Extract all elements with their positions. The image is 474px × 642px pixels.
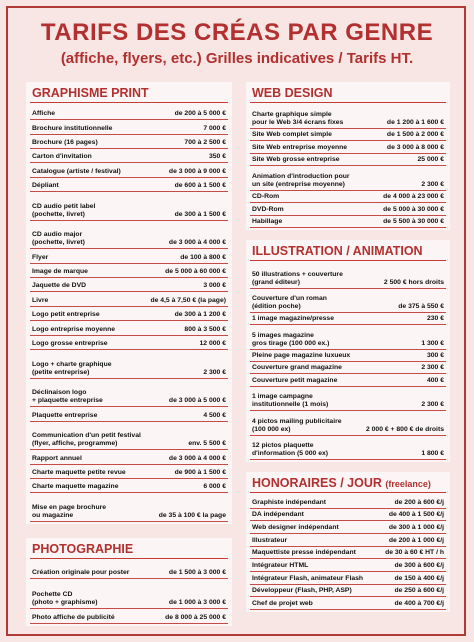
honoraires-title-main: HONORAIRES / JOUR xyxy=(252,476,382,490)
price-row-label: Dépliant xyxy=(32,182,59,190)
price-row xyxy=(246,216,450,228)
row-underline xyxy=(30,623,228,624)
price-row xyxy=(26,135,232,149)
price-row-label: Couverture d'un roman (édition poche) xyxy=(252,295,327,310)
price-row-value: de 5 000 à 30 000 € xyxy=(383,205,444,213)
price-row xyxy=(246,154,450,166)
price-row-value: 700 à 2 500 € xyxy=(184,139,226,147)
price-row-label: CD audio major (pochette, livret) xyxy=(32,231,85,247)
price-row-value: 300 € xyxy=(426,352,444,359)
photographie-title: PHOTOGRAPHIE xyxy=(32,542,134,556)
price-row xyxy=(26,564,232,579)
price-row-value: de 300 à 600 €/j xyxy=(394,561,444,569)
price-row xyxy=(26,336,232,350)
price-row xyxy=(26,264,232,278)
price-row-value: de 1 500 à 3 000 € xyxy=(168,569,226,576)
price-row xyxy=(26,450,232,464)
price-row xyxy=(26,178,232,192)
price-row xyxy=(26,163,232,177)
price-row-label: Site Web grosse entreprise xyxy=(252,155,340,163)
price-row-value: de 5 000 à 60 000 € xyxy=(165,268,226,276)
price-row-label: Chef de projet web xyxy=(252,599,313,607)
price-row-label: Création originale pour poster xyxy=(32,569,130,576)
price-row-value: de 5 500 à 30 000 € xyxy=(383,217,444,225)
price-row xyxy=(26,579,232,609)
price-row-label: Site Web entreprise moyenne xyxy=(252,143,348,151)
price-row xyxy=(26,278,232,292)
price-row-value: env. 5 500 € xyxy=(188,440,226,448)
price-row-label: Couverture petit magazine xyxy=(252,376,338,384)
price-row xyxy=(246,387,450,412)
price-row-value: de 3 000 à 8 000 € xyxy=(386,143,444,151)
price-row-label: Mise en page brochure ou magazine xyxy=(32,503,107,519)
price-row xyxy=(246,521,450,534)
photographie-panel xyxy=(26,538,232,626)
illustration-title: ILLUSTRATION / ANIMATION xyxy=(252,244,423,258)
price-row xyxy=(246,534,450,547)
price-row xyxy=(246,585,450,598)
price-row-label: 5 images magazine gros tirage (100 000 ex.) xyxy=(252,331,330,347)
honoraires-title-sub: (freelance) xyxy=(385,479,431,489)
price-row xyxy=(246,166,450,191)
price-row-label: Intégrateur HTML xyxy=(252,561,309,569)
price-row-value: 12 000 € xyxy=(199,339,226,347)
price-row xyxy=(26,321,232,335)
price-row-value: de 30 à 60 € HT / h xyxy=(385,549,444,557)
price-row-label: Web designer indépendant xyxy=(252,523,339,531)
page-subtitle: (affiche, flyers, etc.) Grilles indicatives / Tarifs HT. xyxy=(60,50,414,67)
price-row-value: 3 000 € xyxy=(203,282,226,290)
price-row-label: Couverture grand magazine xyxy=(252,364,342,372)
price-row-value: 350 € xyxy=(208,153,226,161)
price-row-value: de 35 à 100 € la page xyxy=(158,511,226,519)
price-row-value: de 1 200 à 1 600 € xyxy=(386,118,444,126)
price-row xyxy=(246,436,450,461)
price-row-label: Affiche xyxy=(32,110,56,118)
price-row-value: de 4,5 à 7,50 € (la page) xyxy=(150,296,226,304)
price-row-value: de 3 000 à 4 000 € xyxy=(168,454,226,462)
price-row-label: Pochette CD (photo + graphisme) xyxy=(32,591,98,606)
price-row-value: 2 300 € xyxy=(421,180,444,188)
price-row xyxy=(26,249,232,263)
price-row-label: Logo grosse entreprise xyxy=(32,339,108,347)
price-row xyxy=(246,509,450,522)
price-row-label: 12 pictos plaquette d'information (5 000 ex) xyxy=(252,442,329,457)
row-underline xyxy=(30,521,228,522)
price-row-label: Développeur (Flash, PHP, ASP) xyxy=(252,587,352,595)
price-row-label: Illustrateur xyxy=(252,536,288,544)
price-row-value: 2 300 € xyxy=(203,368,226,376)
price-row-value: de 600 à 1 500 € xyxy=(174,182,226,190)
price-row xyxy=(246,203,450,215)
price-row-value: de 200 à 600 €/j xyxy=(394,498,444,506)
price-row-label: Brochure institutionnelle xyxy=(32,124,113,132)
price-row-label: Catalogue (artiste / festival) xyxy=(32,167,121,175)
price-row xyxy=(26,192,232,221)
price-row-value: de 300 à 1 000 €/j xyxy=(388,523,444,531)
price-row-value: 7 000 € xyxy=(203,124,226,132)
price-row-label: Carton d'invitation xyxy=(32,153,92,161)
price-row xyxy=(246,411,450,436)
price-row-value: 25 000 € xyxy=(417,155,444,163)
price-row-label: Charte maquette magazine xyxy=(32,483,119,491)
price-row-label: 1 image campagne institutionnelle (1 mois) xyxy=(252,393,329,408)
web-design-panel xyxy=(246,82,450,230)
price-row-value: 4 500 € xyxy=(203,411,226,419)
price-row-value: 6 000 € xyxy=(203,483,226,491)
price-row-label: Plaquette entreprise xyxy=(32,411,98,419)
price-row-label: Livre xyxy=(32,296,49,304)
price-row-label: Déclinaison logo + plaquette entreprise xyxy=(32,389,103,405)
price-row xyxy=(26,350,232,379)
price-row xyxy=(26,465,232,479)
price-row-value: 800 à 3 500 € xyxy=(184,325,226,333)
price-row-value: de 200 à 1 000 €/j xyxy=(388,536,444,544)
title-rule xyxy=(250,260,446,261)
price-row-label: CD audio petit label (pochette, livret) xyxy=(32,202,96,218)
price-row-label: CD-Rom xyxy=(252,193,280,201)
price-row-label: Brochure (16 pages) xyxy=(32,139,98,147)
price-row xyxy=(26,422,232,451)
price-row xyxy=(26,493,232,522)
price-row-value: de 150 à 400 €/j xyxy=(394,574,444,582)
price-row xyxy=(26,221,232,250)
price-row-label: Graphiste indépendant xyxy=(252,498,327,506)
price-row xyxy=(246,289,450,314)
title-rule xyxy=(250,102,446,103)
honoraires-title xyxy=(252,476,431,491)
price-row xyxy=(26,106,232,120)
price-row xyxy=(246,496,450,509)
price-row-value: de 300 à 1 500 € xyxy=(174,210,226,218)
price-row-label: 1 image magazine/presse xyxy=(252,315,334,323)
page-title: TARIFS DES CRÉAS PAR GENRE xyxy=(40,19,434,46)
price-row-value: de 8 000 à 25 000 € xyxy=(165,614,226,621)
price-row-label: Flyer xyxy=(32,253,49,261)
price-row-label: Site Web complet simple xyxy=(252,131,332,139)
price-row xyxy=(246,129,450,141)
price-row xyxy=(26,120,232,134)
price-row xyxy=(246,191,450,203)
graphisme-print-panel xyxy=(26,82,232,524)
price-row-value: de 1 500 à 2 000 € xyxy=(386,131,444,139)
price-row xyxy=(246,572,450,585)
title-rule xyxy=(30,102,228,103)
price-row-value: de 200 à 5 000 € xyxy=(174,110,226,118)
price-row-label: DA indépendant xyxy=(252,511,304,519)
price-row xyxy=(246,374,450,386)
price-row-label: Maquettiste presse indépendant xyxy=(252,549,356,557)
title-rule xyxy=(30,558,228,559)
illustration-panel xyxy=(246,240,450,462)
price-row xyxy=(246,104,450,129)
price-row-value: de 100 à 800 € xyxy=(180,253,226,261)
price-row-value: de 3 000 à 9 000 € xyxy=(168,167,226,175)
price-row-label: Photo affiche de publicité xyxy=(32,614,115,621)
price-row-value: de 250 à 600 €/j xyxy=(394,587,444,595)
price-row-value: 2 500 € hors droits xyxy=(383,278,444,286)
price-row xyxy=(26,479,232,493)
price-row-value: de 3 000 à 5 000 € xyxy=(168,397,226,405)
price-row xyxy=(246,264,450,289)
price-row xyxy=(246,325,450,350)
price-row-label: Jaquette de DVD xyxy=(32,282,87,290)
price-row xyxy=(246,597,450,610)
price-row-label: Intégrateur Flash, animateur Flash xyxy=(252,574,364,582)
row-underline xyxy=(250,459,446,460)
price-row-label: Logo + charte graphique (petite entreprise) xyxy=(32,360,112,376)
price-row-value: 400 € xyxy=(426,376,444,384)
price-row xyxy=(246,559,450,572)
price-row-value: 2 300 € xyxy=(421,364,444,372)
price-row-value: de 300 à 1 200 € xyxy=(174,311,226,319)
price-row xyxy=(26,609,232,624)
price-row-value: de 4 000 à 23 000 € xyxy=(383,193,444,201)
price-row xyxy=(246,313,450,325)
price-row-label: Logo entreprise moyenne xyxy=(32,325,116,333)
price-row-label: Charte graphique simple pour le Web 3/4 écrans fixes xyxy=(252,110,344,126)
price-row xyxy=(26,379,232,408)
price-row-label: Communication d'un petit festival (flyer, affiche, programme) xyxy=(32,432,141,448)
web-design-title: WEB DESIGN xyxy=(252,86,333,100)
price-row-label: 50 illustrations + couverture (grand éditeur) xyxy=(252,270,343,286)
title-rule xyxy=(250,492,446,493)
price-row-value: 2 000 € + 800 € de droits xyxy=(365,425,444,433)
honoraires-panel xyxy=(246,472,450,612)
row-underline xyxy=(250,227,446,228)
price-row-value: 1 300 € xyxy=(421,339,444,347)
price-row-label: Animation d'introduction pour un site (entreprise moyenne) xyxy=(252,172,350,188)
price-row xyxy=(246,362,450,374)
price-row-label: Habillage xyxy=(252,217,283,225)
price-row-value: de 1 000 à 3 000 € xyxy=(168,599,226,606)
price-row xyxy=(246,350,450,362)
price-row xyxy=(246,547,450,560)
price-row-value: 1 800 € xyxy=(421,450,444,457)
price-row xyxy=(26,292,232,306)
price-row-value: 230 € xyxy=(426,315,444,323)
price-row xyxy=(26,407,232,421)
price-row-label: 4 pictos mailing publicitaire (100 000 ex) xyxy=(252,417,342,433)
price-row-value: de 900 à 1 500 € xyxy=(174,468,226,476)
price-row xyxy=(246,141,450,153)
price-row-label: Charte maquette petite revue xyxy=(32,468,126,476)
graphisme-print-title: GRAPHISME PRINT xyxy=(32,86,149,100)
price-row-value: de 3 000 à 4 000 € xyxy=(168,239,226,247)
price-row-value: de 375 à 550 € xyxy=(398,303,444,310)
price-row-value: de 400 à 700 €/j xyxy=(394,599,444,607)
row-underline xyxy=(250,609,446,610)
price-row-value: 2 300 € xyxy=(421,401,444,408)
price-row-label: DVD-Rom xyxy=(252,205,284,213)
price-row-label: Logo petit entreprise xyxy=(32,311,100,319)
price-row xyxy=(26,307,232,321)
price-row-value: de 400 à 1 500 €/j xyxy=(388,511,444,519)
price-row-label: Rapport annuel xyxy=(32,454,82,462)
price-row-label: Pleine page magazine luxueux xyxy=(252,352,351,359)
price-row xyxy=(26,149,232,163)
price-row-label: Image de marque xyxy=(32,268,88,276)
